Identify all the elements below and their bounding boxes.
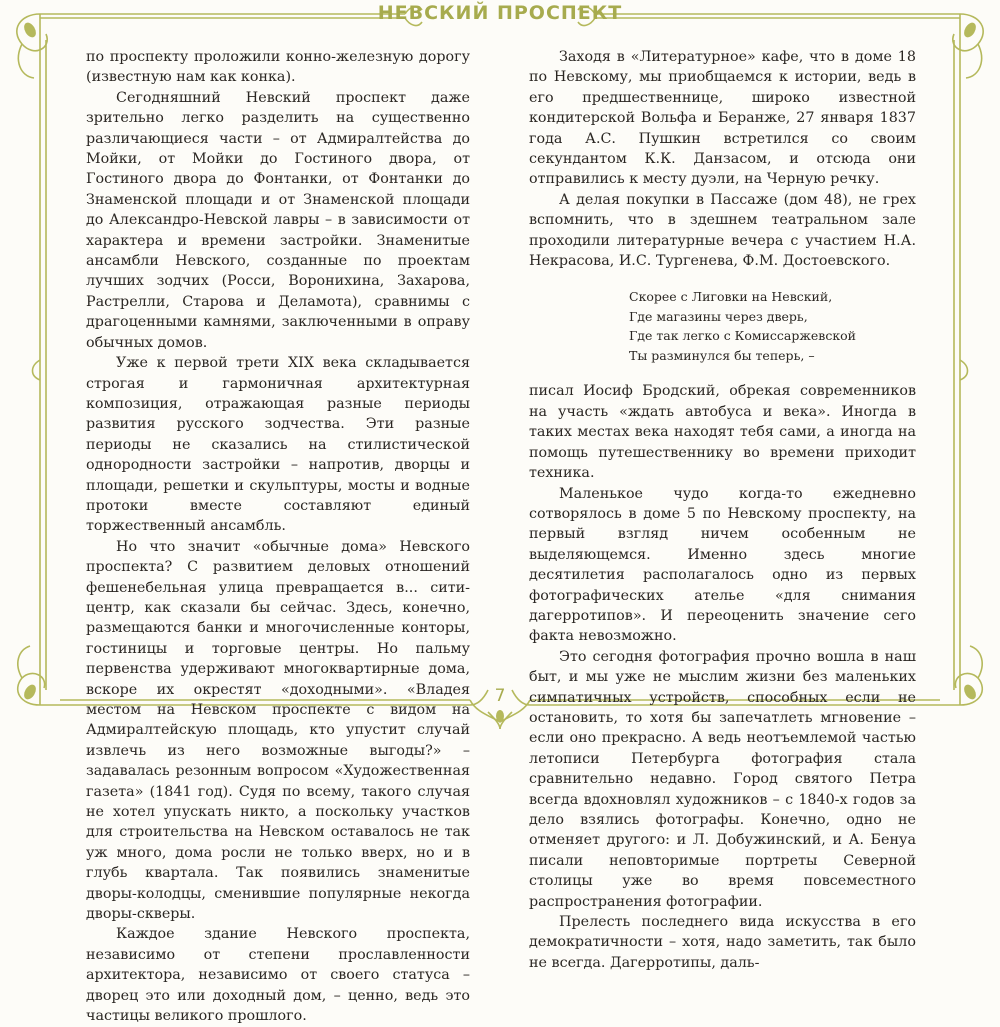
left-column xyxy=(86,47,470,1027)
poem-line: Скорее с Лиговки на Невский, xyxy=(629,289,833,305)
paragraph: Заходя в «Литературное» кафе, что в доме 18 по Невскому, мы приобщаемся к истории, ведь в его предшественнице, широко известной кондитерской Вольфа и Беранже, 27 января 1837 года А.С. Пушкин встретился со своим секундантом К.К. Данзасом, и отсюда они отправились к месту дуэли, на Черную речку. xyxy=(529,49,916,188)
paragraph: Но что значит «обычные дома» Невского проспекта? С развитием деловых отношений фешенебельная улица превращается в... сити-центр, как сказали бы сейчас. Здесь, конечно, размещаются банки и многочисленные конторы, гостиницы и торговые центры. Но пальму первенства удерживают многоквартирные дома, вскоре их окрестят «доходными». «Владея местом на Невском проспекте с видом на Адмиралтейскую площадь, кто упустит случай извлечь из него возможные выгоды?» – задавалась резонным вопросом «Художественная газета» (1841 год). Судя по всему, такого случая не хотел упускать никто, а поскольку участков для строительства на Невском оставалось не так уж много, дома росли не только вверх, но и в глубь квартала. Так появились знаменитые дворы-колодцы, сменившие популярные некогда дворы-скверы. xyxy=(86,538,470,923)
paragraph: Уже к первой трети XIX века складывается строгая и гармоничная архитектурная композиция, отражающая разные периоды развития русского зодчества. Эти разные периоды не сказались на стилистической однородности застройки – напротив, дворцы и площади, решетки и скульптуры, мосты и водные протоки вместе составляют единый торжественный ансамбль. xyxy=(86,355,470,535)
paragraph: Это сегодня фотография прочно вошла в наш быт, и мы уже не мыслим жизни без маленьких симпатичных устройств, способных если не остановить, то хотя бы запечатлеть мгновение – если оно прекрасно. А ведь неотъемлемой частью летописи Петербурга фотография стала сравнительно недавно. Город святого Петра всегда вдохновлял художников – с 1840-х годов за дело взялись фотографы. Конечно, одно не отменяет другого: и Л. Добужинский, и А. Бенуа писали неповторимые портреты Северной столицы уже во время повсеместного распространения фотографии. xyxy=(529,648,916,910)
page-title: НЕВСКИЙ ПРОСПЕКТ xyxy=(377,2,623,24)
poem-quote xyxy=(629,287,916,365)
paragraph: писал Иосиф Бродский, обрекая современников на участь «ждать автобуса и века». Иногда в таких местах века находят тебя сами, а иногда на помощь путешественнику во времени приходит техника. xyxy=(529,383,916,482)
poem-line: Ты разминулся бы теперь, – xyxy=(629,347,815,363)
page-number: 7 xyxy=(494,686,506,706)
paragraph: А делая покупки в Пассаже (дом 48), не грех вспомнить, что в здешнем театральном зале проходили литературные вечера с участием Н.А. Некрасова, И.С. Тургенева, Ф.М. Достоевского. xyxy=(529,191,916,270)
poem-line: Где магазины через дверь, xyxy=(629,308,808,324)
paragraph: Маленькое чудо когда-то ежедневно сотворялось в доме 5 по Невскому проспекту, на первый взгляд ничем особенным не выделяющемся. Именно здесь многие десятилетия располагалось одно из первых фотографических ателье «для снимания дагерротипов». И переоценить значение сего факта невозможно. xyxy=(529,485,916,645)
paragraph: по проспекту проложили конно-железную дорогу (известную нам как конка). xyxy=(86,49,470,86)
poem-line: Где так легко с Комиссаржевской xyxy=(629,328,856,344)
paragraph: Сегодняшний Невский проспект даже зрительно легко разделить на существенно различающиеся части – от Адмиралтейства до Мойки, от Мойки до Гостиного двора, от Гостиного двора до Фонтанки, от Фонтанки до Знаменской площади и от Знаменской площади до Александро-Невской лавры – в зависимости от характера и времени застройки. Знаменитые ансамбли Невского, созданные по проектам лучших зодчих (Росси, Воронихина, Захарова, Растрелли, Старова и Деламота), сравнимы с драгоценными камнями, заключенными в оправу обычных домов. xyxy=(86,89,470,351)
right-column xyxy=(529,47,916,973)
paragraph: Прелесть последнего вида искусства в его демократичности – хотя, надо заметить, так было не всегда. Дагерротипы, даль- xyxy=(529,914,916,971)
paragraph: Каждое здание Невского проспекта, независимо от степени прославленности архитектора, независимо от своего статуса – дворец это или доходный дом, – ценно, ведь это частицы великого прошлого. xyxy=(86,926,470,1025)
